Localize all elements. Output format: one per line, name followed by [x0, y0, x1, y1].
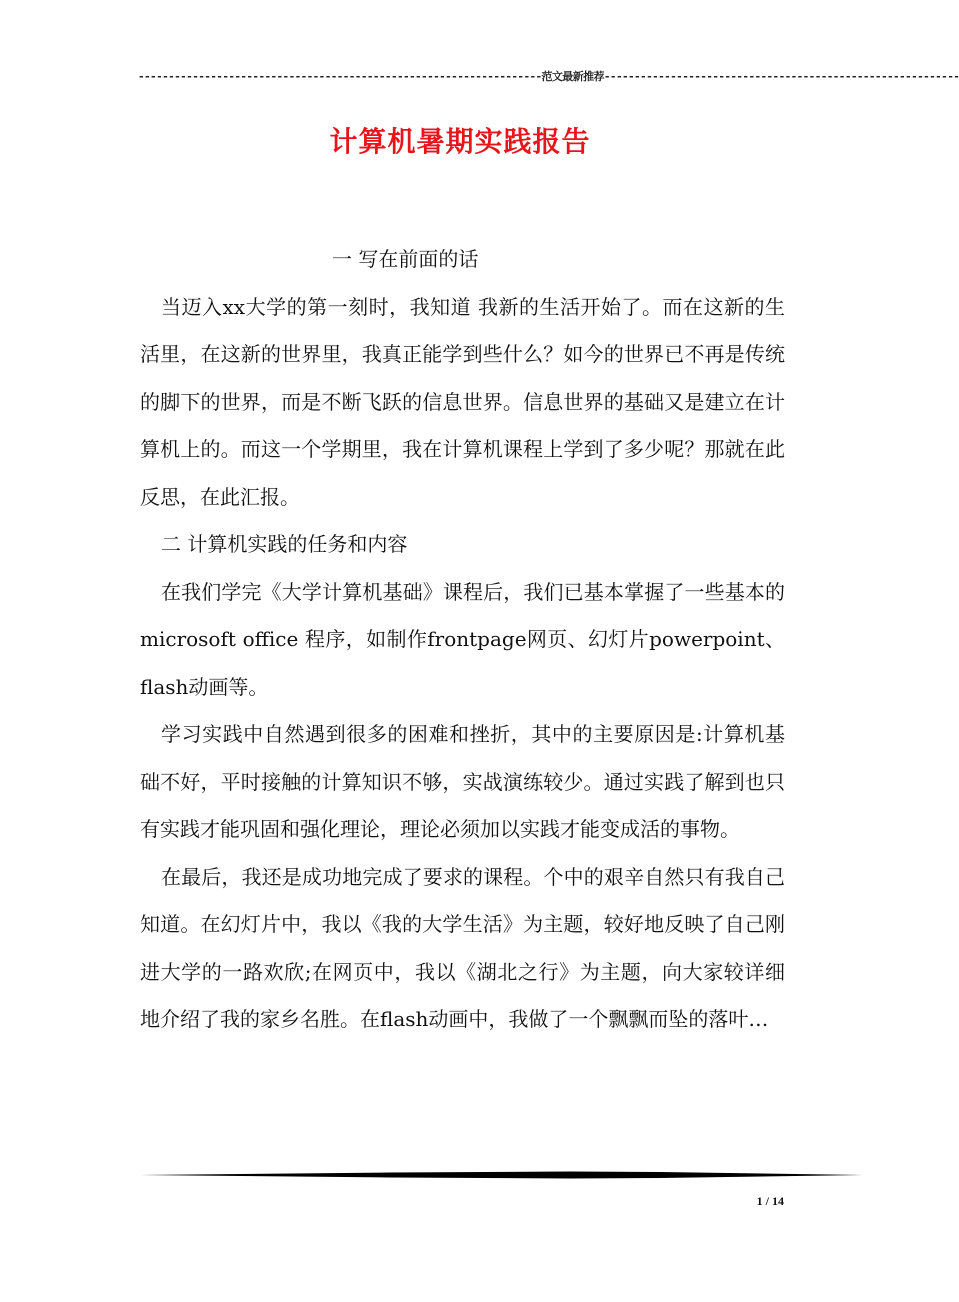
document-title: 计算机暑期实践报告 [329, 125, 591, 158]
paragraph-intro: 当迈入xx大学的第一刻时，我知道 我新的生活开始了。而在这新的生活里，在这新的世界里，我真正能学到些什么？如今的世界已不再是传统的脚下的世界，而是不断飞跃的信息世界。信息世界的基础又是建立在计算机上的。而这一个学期里，我在计算机课程上学到了多少呢？那就在此反思，在此汇报。 [140, 294, 785, 509]
section-heading-2: 二 计算机实践的任务和内容 [161, 532, 408, 556]
footer-divider [140, 1170, 863, 1180]
paragraph-tasks: 在我们学完《大学计算机基础》课程后，我们已基本掌握了一些基本的 microsoft office 程序，如制作frontpage网页、幻灯片powerpoint、 flash动画等。 [140, 579, 785, 699]
paragraph-conclusion: 在最后，我还是成功地完成了要求的课程。个中的艰辛自然只有我自己知道。在幻灯片中，我以《我的大学生活》为主题，较好地反映了自己刚进大学的一路欢欣;在网页中，我以《湖北之行》为主题，向大家较详细地介绍了我的家乡名胜。在flash动画中，我做了一个飘飘而坠的落叶… [140, 864, 785, 1031]
section-heading-1: 一 写在前面的话 [332, 247, 479, 271]
paragraph-difficulties: 学习实践中自然遇到很多的困难和挫折，其中的主要原因是:计算机基础不好，平时接触的计算知识不够，实战演练较少。通过实践了解到也只有实践才能巩固和强化理论，理论必须加以实践才能变成活的事物。 [140, 722, 785, 841]
document-body [140, 236, 785, 1044]
page-header-banner: -------------------------------------------------------------------范文最新推荐----------------------------------------------------------- [138, 70, 959, 83]
page-number: 1 / 14 [756, 1194, 784, 1208]
